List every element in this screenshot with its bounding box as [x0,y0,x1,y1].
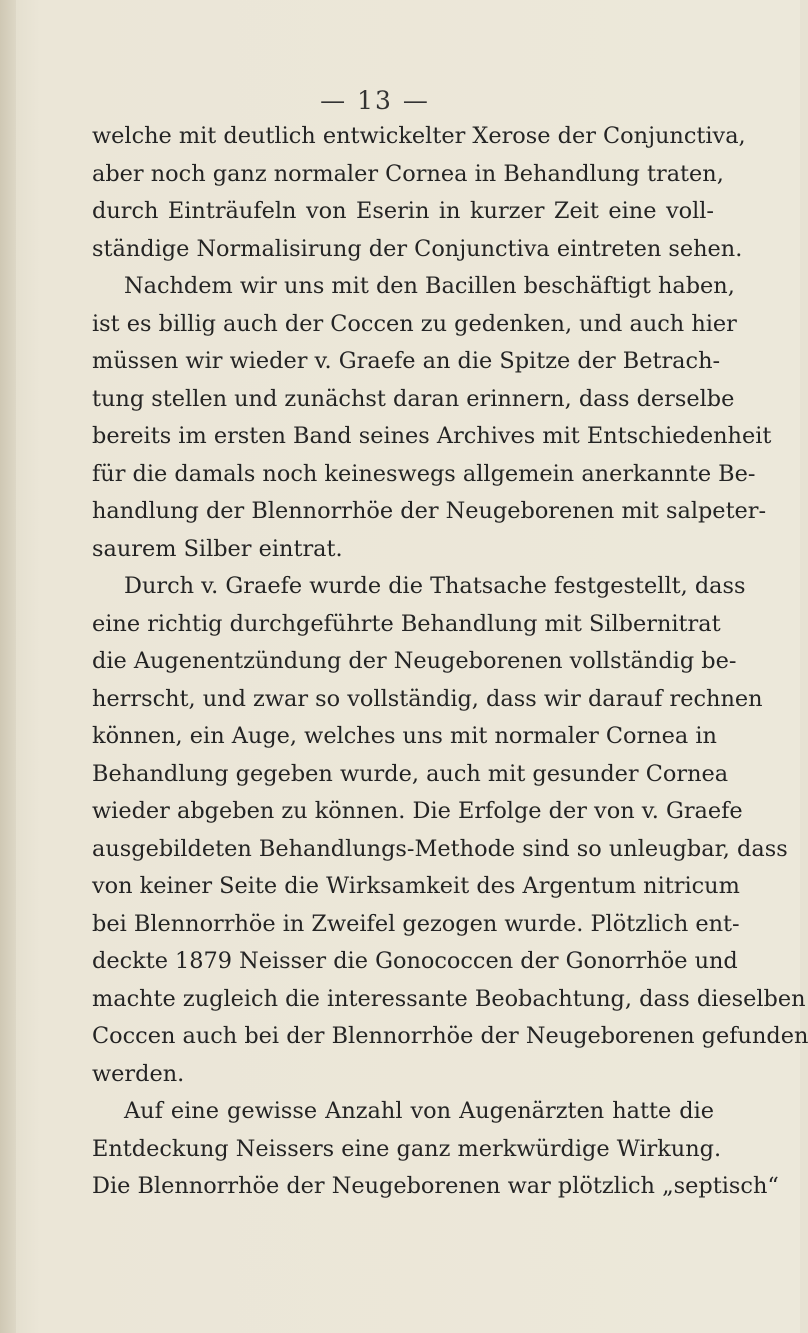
text-line: tung stellen und zunächst daran erinnern, dass derselbe [92,385,735,412]
text-line: wieder abgeben zu können. Die Erfolge der von v. Graefe [92,798,743,824]
text-line: die Augenentzündung der Neugeborenen vollständig be- [92,648,737,674]
text-line: können, ein Auge, welches uns mit normaler Cornea in [92,723,717,749]
text-line: bereits im ersten Band seines Archives mit Entschiedenheit [92,423,772,449]
text-line: ständige Normalisirung der Conjunctiva eintreten sehen. [92,235,743,262]
text-line: ausgebildeten Behandlungs-Methode sind so unleugbar, dass [92,835,788,862]
page-binding-edge [0,0,16,1333]
text-line: herrscht, und zwar so vollständig, dass wir darauf rechnen [92,685,763,712]
text-line: eine richtig durchgeführte Behandlung mit Silbernitrat [92,610,721,637]
text-line: werden. [92,1060,185,1087]
text-line: Durch v. Graefe wurde die Thatsache festgestellt, dass [124,573,746,599]
text-line: bei Blennorrhöe in Zweifel gezogen wurde. Plötzlich ent- [92,910,740,937]
text-line: aber noch ganz normaler Cornea in Behandlung traten, [92,160,724,187]
text-line: Entdeckung Neissers eine ganz merkwürdige Wirkung. [92,1135,722,1162]
text-line: Behandlung gegeben wurde, auch mit gesunder Cornea [92,760,729,787]
text-line: durch Einträufeln von Eserin in kurzer Zeit eine voll- [92,198,714,224]
body-text [92,118,808,1206]
text-line: Auf eine gewisse Anzahl von Augenärzten hatte die [124,1098,714,1124]
text-line: von keiner Seite die Wirksamkeit des Argentum nitricum [92,873,740,899]
text-line: für die damals noch keineswegs allgemein anerkannte Be- [92,460,756,487]
page-number: — 13 — [320,86,430,115]
text-line: ist es billig auch der Coccen zu gedenken, und auch hier [92,310,737,337]
text-line: deckte 1879 Neisser die Gonococcen der Gonorrhöe und [92,948,738,974]
text-line: Die Blennorrhöe der Neugeborenen war plötzlich „septisch“ [92,1173,779,1199]
text-line: Coccen auch bei der Blennorrhöe der Neugeborenen gefunden [92,1023,808,1049]
text-line: saurem Silber eintrat. [92,535,343,562]
text-line: müssen wir wieder v. Graefe an die Spitze der Betrach- [92,348,721,374]
text-line: welche mit deutlich entwickelter Xerose der Conjunctiva, [92,123,746,149]
text-line: handlung der Blennorrhöe der Neugeborenen mit salpeter- [92,498,767,524]
text-line: Nachdem wir uns mit den Bacillen beschäftigt haben, [124,273,735,299]
text-line: machte zugleich die interessante Beobachtung, dass dieselben [92,985,806,1012]
